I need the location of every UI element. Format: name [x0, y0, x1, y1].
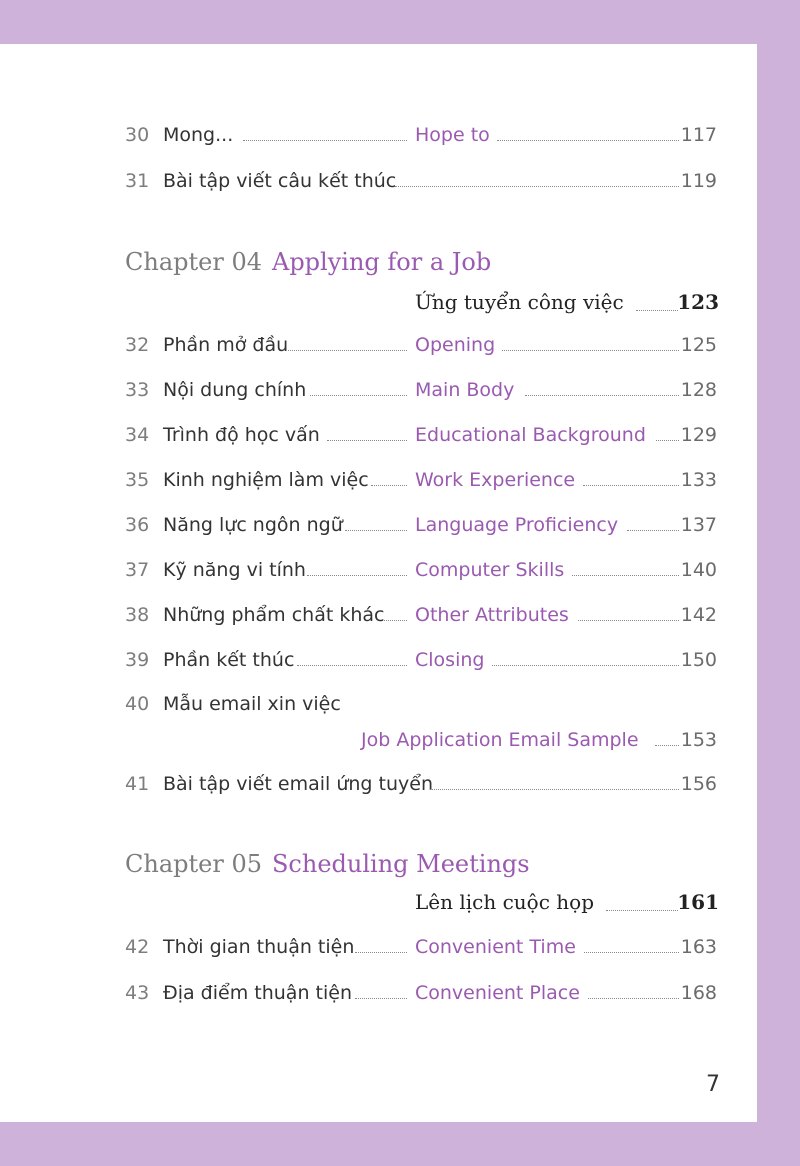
- entry-vn-title: Kỹ năng vi tính: [163, 559, 306, 581]
- entry-number: 38: [125, 604, 150, 626]
- chapter-title: Scheduling Meetings: [271, 850, 530, 878]
- dot-leader: [384, 620, 407, 621]
- dot-leader: [310, 395, 407, 396]
- entry-number: 43: [125, 982, 150, 1004]
- toc-entry-31[interactable]: [0, 164, 757, 198]
- dot-leader: [502, 350, 679, 351]
- chapter-vn-title: Ứng tuyển công việc: [415, 290, 624, 314]
- dot-leader: [584, 952, 679, 953]
- toc-entry-39[interactable]: [0, 643, 757, 677]
- entry-en-title: Educational Background: [415, 424, 646, 446]
- toc-entry-36[interactable]: [0, 508, 757, 542]
- entry-vn-title: Phần mở đầu: [163, 334, 289, 356]
- entry-vn-title: Bài tập viết email ứng tuyển: [163, 773, 433, 795]
- entry-page: 119: [680, 170, 717, 192]
- entry-vn-title: Những phẩm chất khác: [163, 604, 385, 626]
- dot-leader: [430, 789, 679, 790]
- dot-leader: [572, 575, 679, 576]
- toc-entry-40-en[interactable]: [0, 723, 757, 757]
- entry-page: 140: [680, 559, 717, 581]
- entry-vn-title: Bài tập viết câu kết thúc: [163, 170, 397, 192]
- dot-leader: [627, 530, 679, 531]
- toc-entry-32[interactable]: [0, 328, 757, 362]
- entry-page: 156: [680, 773, 717, 795]
- dot-leader: [497, 140, 679, 141]
- dot-leader: [588, 998, 679, 999]
- entry-en-title: Main Body: [415, 379, 515, 401]
- entry-number: 32: [125, 334, 150, 356]
- entry-number: 34: [125, 424, 150, 446]
- dot-leader: [636, 310, 678, 311]
- dot-leader: [606, 910, 678, 911]
- entry-en-title: Computer Skills: [415, 559, 565, 581]
- entry-en-title: Convenient Place: [415, 982, 580, 1004]
- dot-leader: [656, 440, 679, 441]
- dot-leader: [578, 620, 679, 621]
- entry-vn-title: Địa điểm thuận tiện: [163, 982, 352, 1004]
- dot-leader: [355, 952, 407, 953]
- dot-leader: [297, 665, 407, 666]
- dot-leader: [288, 350, 407, 351]
- dot-leader: [525, 395, 679, 396]
- toc-entry-34[interactable]: [0, 418, 757, 452]
- dot-leader: [327, 440, 407, 441]
- page-number: 7: [706, 1072, 720, 1097]
- entry-number: 40: [125, 693, 150, 715]
- dot-leader: [307, 575, 407, 576]
- toc-entry-42[interactable]: [0, 930, 757, 964]
- entry-page: 168: [680, 982, 717, 1004]
- entry-page: 125: [680, 334, 717, 356]
- dot-leader: [355, 998, 407, 999]
- entry-number: 30: [125, 124, 150, 146]
- entry-vn-title: Kinh nghiệm làm việc: [163, 469, 369, 491]
- toc-entry-33[interactable]: [0, 373, 757, 407]
- entry-en-title: Job Application Email Sample: [361, 729, 639, 751]
- entry-number: 31: [125, 170, 150, 192]
- entry-number: 35: [125, 469, 150, 491]
- entry-en-title: Opening: [415, 334, 496, 356]
- dot-leader: [371, 485, 407, 486]
- entry-en-title: Convenient Time: [415, 936, 576, 958]
- chapter-05-vn-heading[interactable]: [0, 882, 757, 922]
- chapter-page: 123: [677, 290, 719, 314]
- chapter-page: 161: [677, 890, 719, 914]
- entry-en-title: Language Proficiency: [415, 514, 619, 536]
- toc-entry-30[interactable]: [0, 118, 757, 152]
- book-page: [0, 44, 757, 1122]
- entry-page: 133: [680, 469, 717, 491]
- dot-leader: [655, 745, 679, 746]
- toc-entry-38[interactable]: [0, 598, 757, 632]
- entry-page: 117: [680, 124, 717, 146]
- entry-number: 41: [125, 773, 150, 795]
- dot-leader: [243, 140, 407, 141]
- entry-vn-title: Năng lực ngôn ngữ: [163, 514, 343, 536]
- entry-number: 42: [125, 936, 150, 958]
- entry-en-title: Closing: [415, 649, 485, 671]
- toc-entry-37[interactable]: [0, 553, 757, 587]
- chapter-04-vn-heading[interactable]: [0, 282, 757, 322]
- toc-entry-35[interactable]: [0, 463, 757, 497]
- entry-page: 142: [680, 604, 717, 626]
- chapter-label: Chapter 05: [125, 850, 262, 878]
- entry-vn-title: Phần kết thúc: [163, 649, 295, 671]
- entry-vn-title: Trình độ học vấn: [163, 424, 320, 446]
- chapter-05-heading: [125, 844, 530, 884]
- dot-leader: [492, 665, 679, 666]
- entry-page: 163: [680, 936, 717, 958]
- entry-number: 39: [125, 649, 150, 671]
- entry-number: 37: [125, 559, 150, 581]
- entry-vn-title: Nội dung chính: [163, 379, 307, 401]
- dot-leader: [345, 530, 407, 531]
- entry-page: 150: [680, 649, 717, 671]
- toc-entry-43[interactable]: [0, 976, 757, 1010]
- entry-page: 129: [680, 424, 717, 446]
- entry-en-title: Work Experience: [415, 469, 576, 491]
- toc-entry-40[interactable]: [0, 687, 757, 721]
- entry-en-title: Hope to: [415, 124, 490, 146]
- entry-en-title: Other Attributes: [415, 604, 569, 626]
- entry-vn-title: Mẫu email xin việc: [163, 693, 341, 715]
- entry-page: 128: [680, 379, 717, 401]
- chapter-label: Chapter 04: [125, 248, 262, 276]
- chapter-title: Applying for a Job: [271, 248, 492, 276]
- entry-vn-title: Thời gian thuận tiện: [163, 936, 355, 958]
- toc-entry-41[interactable]: [0, 767, 757, 801]
- entry-vn-title: Mong...: [163, 124, 234, 146]
- dot-leader: [583, 485, 679, 486]
- entry-number: 33: [125, 379, 150, 401]
- chapter-vn-title: Lên lịch cuộc họp: [415, 890, 594, 914]
- dot-leader: [395, 186, 679, 187]
- chapter-04-heading: [125, 242, 491, 282]
- entry-page: 153: [680, 729, 717, 751]
- entry-number: 36: [125, 514, 150, 536]
- entry-page: 137: [680, 514, 717, 536]
